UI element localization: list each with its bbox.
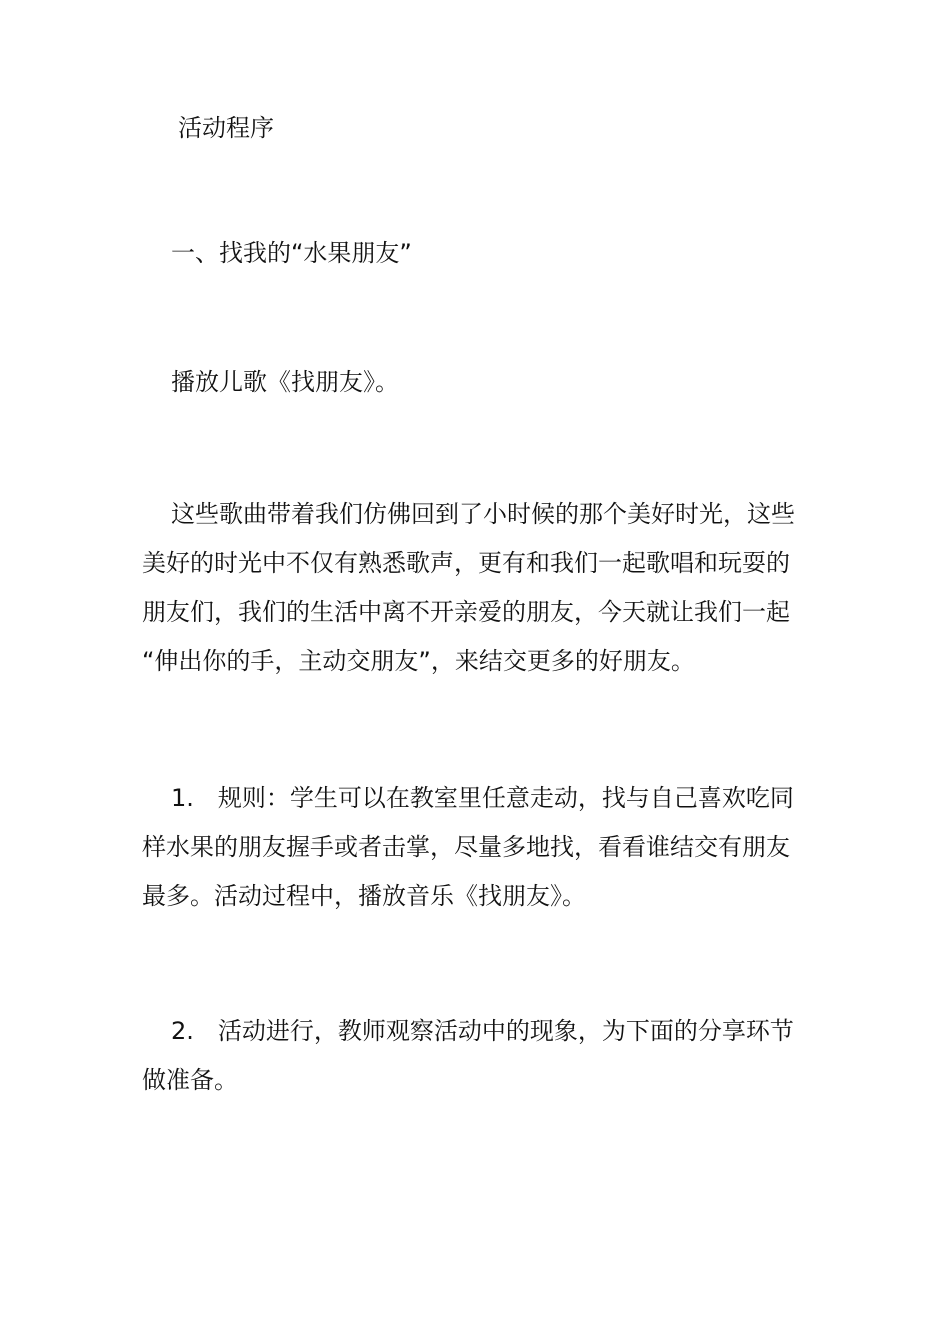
step2-line-1: 2. 活动进行，教师观察活动中的现象，为下面的分享环节 bbox=[171, 1017, 794, 1045]
heading-activity-procedure: 活动程序 bbox=[178, 114, 274, 142]
section-title: 一、找我的“水果朋友” bbox=[171, 239, 412, 267]
rule-paragraph bbox=[142, 774, 814, 921]
intro-line-1: 这些歌曲带着我们仿佛回到了小时候的那个美好时光，这些 bbox=[171, 500, 795, 528]
intro-line-4: “伸出你的手，主动交朋友”，来结交更多的好朋友。 bbox=[142, 647, 695, 675]
intro-line-2: 美好的时光中不仅有熟悉歌声，更有和我们一起歌唱和玩耍的 bbox=[142, 549, 790, 577]
rule-line-1: 1. 规则：学生可以在教室里任意走动，找与自己喜欢吃同 bbox=[171, 784, 794, 812]
step2-paragraph bbox=[142, 1007, 814, 1105]
rule-line-2: 样水果的朋友握手或者击掌，尽量多地找，看看谁结交有朋友 bbox=[142, 833, 790, 861]
rule-line-3: 最多。活动过程中，播放音乐《找朋友》。 bbox=[142, 882, 586, 910]
intro-line-3: 朋友们，我们的生活中离不开亲爱的朋友，今天就让我们一起 bbox=[142, 598, 790, 626]
intro-paragraph bbox=[142, 490, 814, 686]
play-song-line: 播放儿歌《找朋友》。 bbox=[171, 368, 399, 396]
step2-line-2: 做准备。 bbox=[142, 1066, 238, 1094]
